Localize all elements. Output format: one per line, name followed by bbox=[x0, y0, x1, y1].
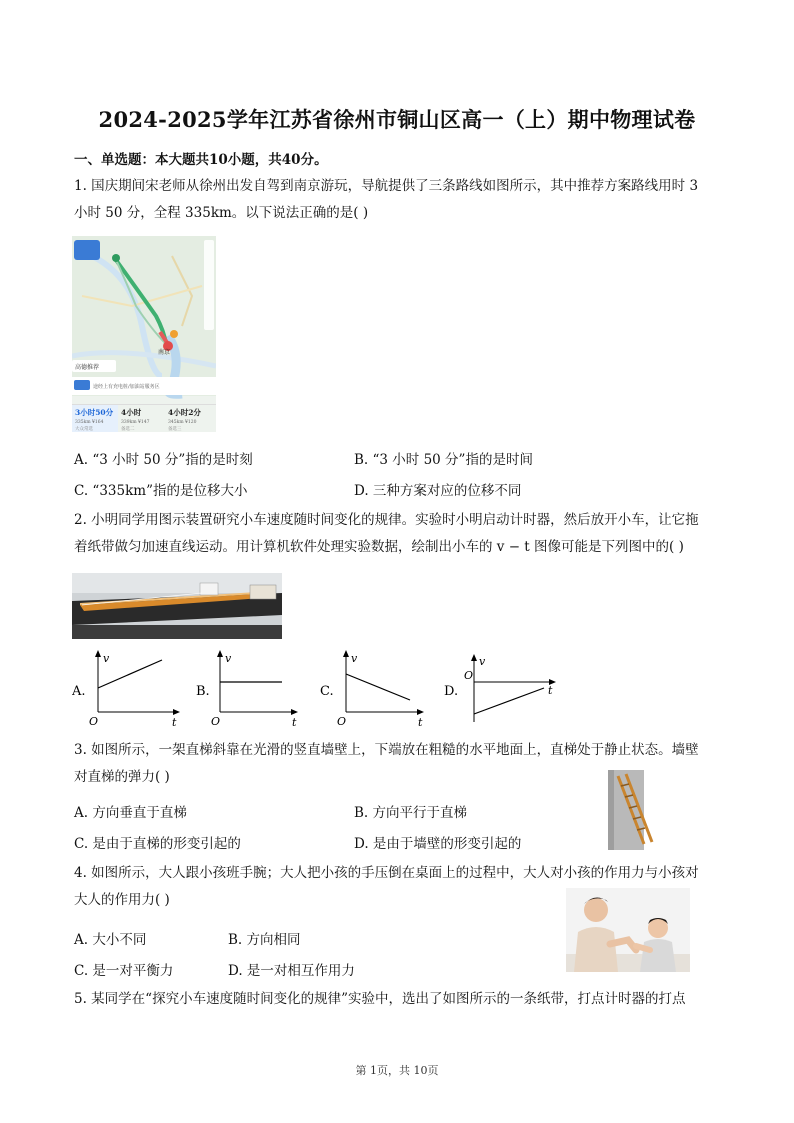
graph-d[interactable] bbox=[444, 648, 564, 728]
graph-d-t-axis: t bbox=[548, 684, 553, 697]
q1-option-c[interactable]: C. “335km”指的是位移大小 bbox=[74, 483, 248, 499]
graph-a-label: A. bbox=[72, 684, 86, 699]
section-heading: 一、单选题：本大题共10小题，共40分。 bbox=[74, 152, 328, 168]
page-footer: 第 1页，共 10页 bbox=[355, 1064, 439, 1077]
q3-option-c[interactable]: C. 是由于直梯的形变引起的 bbox=[74, 836, 241, 852]
route-tab-1-info: 335km ¥164 bbox=[75, 420, 104, 425]
route-tab-2-info: 339km ¥147 bbox=[121, 420, 150, 425]
question-5 bbox=[74, 986, 724, 1013]
q3-option-a[interactable]: A. 方向垂直于直梯 bbox=[74, 805, 187, 821]
question-1-line2: 小时 50 分，全程 335km。以下说法正确的是( ) bbox=[74, 205, 369, 221]
question-1-line1: 1. 国庆期间宋老师从徐州出发自驾到南京游玩，导航提供了三条路线如图所示，其中推荐方案路线用时 3 bbox=[74, 178, 699, 194]
graph-c-t-axis: t bbox=[418, 716, 423, 728]
q1-option-b[interactable]: B. “3 小时 50 分”指的是时间 bbox=[354, 452, 533, 468]
question-2 bbox=[74, 507, 724, 561]
question-2-line2: 着纸带做匀加速直线运动。用计算机软件处理实验数据，绘制出小车的 v − t 图像可能是下列图中的( ) bbox=[74, 539, 684, 555]
graph-c-label: C. bbox=[320, 684, 334, 699]
question-3-line2: 对直梯的弹力( ) bbox=[74, 769, 170, 785]
graph-c-origin: O bbox=[337, 715, 347, 728]
route-tab-3-info: 345km ¥120 bbox=[168, 420, 197, 425]
q1-option-a[interactable]: A. “3 小时 50 分”指的是时刻 bbox=[74, 452, 253, 468]
graph-a-origin: O bbox=[89, 715, 99, 728]
question-2-line1: 2. 小明同学用图示装置研究小车速度随时间变化的规律。实验时小明启动计时器，然后放开小车，让它拖 bbox=[74, 512, 699, 528]
route-tab-2-time[interactable]: 4小时 bbox=[121, 408, 142, 417]
graph-d-v-axis: v bbox=[479, 655, 486, 668]
graph-d-label: D. bbox=[444, 684, 459, 699]
graph-d-origin: O bbox=[464, 669, 474, 682]
graph-b-origin: O bbox=[211, 715, 221, 728]
route-tab-1-tag: 大众常选 bbox=[75, 427, 93, 432]
q1-option-d[interactable]: D. 三种方案对应的位移不同 bbox=[354, 483, 522, 499]
promo-text: 途经上有充电桩/加油站服务区 bbox=[93, 384, 160, 390]
question-3-line1: 3. 如图所示，一架直梯斜靠在光滑的竖直墙壁上，下端放在粗糙的水平地面上，直梯处于静止状态。墙壁 bbox=[74, 742, 699, 758]
q3-option-d[interactable]: D. 是由于墙壁的形变引起的 bbox=[354, 836, 522, 852]
route-tab-2-tag: 备选二 bbox=[121, 427, 135, 432]
route-tab-1-time[interactable]: 3小时50分 bbox=[75, 408, 114, 417]
route-tab-3-tag: 备选三 bbox=[168, 427, 182, 432]
q4-option-d[interactable]: D. 是一对相互作用力 bbox=[228, 963, 355, 979]
q4-option-b[interactable]: B. 方向相同 bbox=[228, 932, 301, 948]
graph-c-line bbox=[346, 674, 410, 700]
graph-b-t-axis: t bbox=[292, 716, 297, 728]
apparatus-photo bbox=[72, 573, 282, 639]
graph-b-label: B. bbox=[196, 684, 210, 699]
q4-option-a[interactable]: A. 大小不同 bbox=[74, 932, 147, 948]
graph-a[interactable] bbox=[72, 648, 184, 728]
route-tab-3-time[interactable]: 4小时2分 bbox=[168, 408, 201, 417]
graph-a-t-axis: t bbox=[172, 716, 177, 728]
ladder-figure bbox=[604, 770, 660, 850]
graph-d-line bbox=[474, 688, 544, 714]
destination-label: 南京 bbox=[158, 349, 171, 356]
navigation-map-svg bbox=[72, 236, 216, 432]
page-title: 2024-2025学年江苏省徐州市铜山区高一（上）期中物理试卷 bbox=[98, 107, 696, 132]
apparatus-svg bbox=[72, 573, 282, 639]
route-pref-label: 高德推荐 bbox=[75, 364, 100, 371]
question-1 bbox=[74, 173, 724, 227]
graph-b[interactable] bbox=[196, 648, 308, 728]
q3-option-b[interactable]: B. 方向平行于直梯 bbox=[354, 805, 468, 821]
graph-a-v-axis: v bbox=[103, 652, 110, 665]
graph-c-v-axis: v bbox=[351, 652, 358, 665]
navigation-map-figure bbox=[72, 236, 216, 432]
question-5-line1: 5. 某同学在“探究小车速度随时间变化的规律”实验中，选出了如图所示的一条纸带，打点计时器的打点 bbox=[74, 991, 686, 1007]
q4-option-c[interactable]: C. 是一对平衡力 bbox=[74, 963, 174, 979]
graph-c[interactable] bbox=[320, 648, 432, 728]
graph-b-v-axis: v bbox=[225, 652, 232, 665]
question-4-line2: 大人的作用力( ) bbox=[74, 892, 170, 908]
arm-wrestling-photo bbox=[566, 888, 690, 972]
question-4-line1: 4. 如图所示，大人跟小孩班手腕；大人把小孩的手压倒在桌面上的过程中，大人对小孩的作用力与小孩对 bbox=[74, 865, 699, 881]
